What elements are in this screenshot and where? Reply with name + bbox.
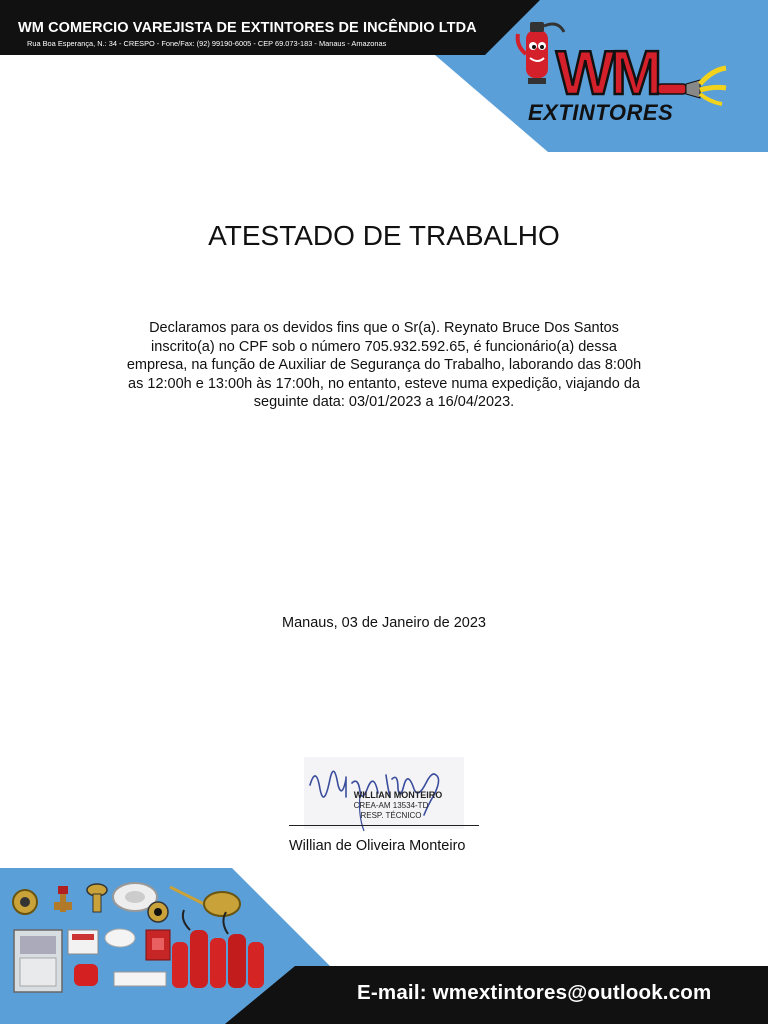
stamp-name: WILLIAN MONTEIRO: [353, 790, 443, 800]
stamp-registration: CREA-AM 13534-TD: [353, 801, 429, 810]
call-point-icon: [146, 930, 170, 960]
red-valve-icon: [54, 886, 72, 912]
smoke-detector-icon: [105, 929, 135, 947]
coupling-icon: [148, 902, 168, 922]
company-name: WM COMERCIO VAREJISTA DE EXTINTORES DE INCÊNDIO LTDA: [18, 20, 477, 36]
sprinkler-icon: [87, 884, 107, 912]
control-module-icon: [68, 930, 98, 954]
stamp-role: RESP. TÉCNICO: [360, 811, 422, 820]
document-title: ATESTADO DE TRABALHO: [208, 220, 560, 251]
signer-name: Willian de Oliveira Monteiro: [289, 838, 466, 854]
brass-valve-icon: [13, 890, 37, 914]
signature-line: [289, 825, 479, 826]
hose-spray-icon: [658, 68, 726, 104]
document-place-date: Manaus, 03 de Janeiro de 2023: [282, 615, 486, 631]
logo-letters: WM: [556, 39, 659, 108]
extinguishers-icon: [172, 910, 264, 988]
company-address: Rua Boa Esperança, N.: 34 - CRESPO - Fone/Fax: (92) 99190-6005 - CEP 69.073-183 - Manaus - Amazonas: [27, 39, 387, 48]
alarm-panel-icon: [14, 930, 62, 992]
siren-icon: [74, 964, 98, 986]
footer-products: [0, 872, 290, 997]
nozzle-icon: [170, 887, 240, 916]
document-body: Declaramos para os devidos fins que o Sr(a). Reynato Bruce Dos Santos inscrito(a) no CPF sob o número 705.932.592.65, é funcionário(a) dessa empresa, na função de Auxiliar de Segurança do Trabalho, laborando das 8:00h as 12:00h e 13:00h às 17:00h, no entanto, esteve numa expedição, viajando da seguinte data: 03/01/2023 a 16/04/2023.: [126, 320, 642, 410]
logo-text: EXTINTORES: [528, 100, 674, 125]
emergency-light-icon: [114, 972, 166, 986]
footer-email[interactable]: E-mail: wmextintores@outlook.com: [357, 981, 712, 1004]
